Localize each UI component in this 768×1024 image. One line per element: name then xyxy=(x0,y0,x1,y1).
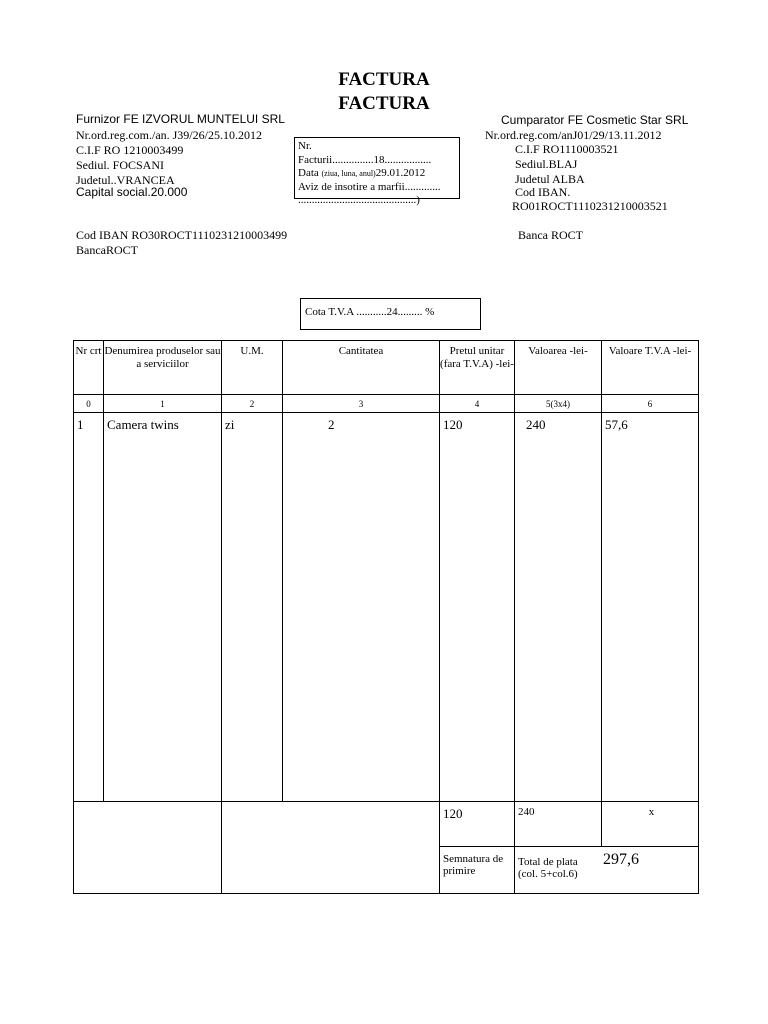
buyer-judetul: Judetul ALBA xyxy=(515,172,585,186)
col-header-valoare: Valoarea -lei- xyxy=(515,341,602,395)
total-pret: 120 xyxy=(440,802,515,847)
invoice-extra: ...........................................) xyxy=(298,194,420,206)
row-um: zi xyxy=(222,413,283,802)
column-number-row xyxy=(74,395,699,413)
supplier-name: FE IZVORUL MUNTELUI SRL xyxy=(123,112,285,126)
invoice-date-label: Data xyxy=(298,167,319,179)
invoice-date xyxy=(298,167,459,181)
col-header-pret: Pretul unitar (fara T.V.A) -lei- xyxy=(440,341,515,395)
col-number: 2 xyxy=(222,395,283,413)
buyer-label: Cumparator xyxy=(501,113,565,127)
col-number: 1 xyxy=(104,395,222,413)
supplier-label: Furnizor xyxy=(76,112,121,126)
buyer-cod-iban-label: Cod IBAN. xyxy=(515,185,571,199)
buyer-banca: Banca ROCT xyxy=(518,228,583,242)
supplier-banca: BancaROCT xyxy=(76,243,138,257)
row-cantitate xyxy=(283,413,440,802)
invoice-table xyxy=(73,340,699,894)
col-header-nr: Nr crt xyxy=(74,341,104,395)
row-pret: 120 xyxy=(440,413,515,802)
invoice-number-box xyxy=(294,137,460,206)
total-valoare: 240 xyxy=(515,802,602,847)
supplier-cif: C.I.F RO 1210003499 xyxy=(76,143,184,157)
col-number: 0 xyxy=(74,395,104,413)
buyer-cif: C.I.F RO1110003521 xyxy=(515,142,619,156)
col-header-denumire: Denumirea produselor sau a serviciilor xyxy=(104,341,222,395)
supplier-line xyxy=(76,112,285,126)
col-number: 3 xyxy=(283,395,440,413)
invoice-aviz: Aviz de insotire a marfii............. xyxy=(298,180,441,193)
col-number: 5(3x4) xyxy=(515,395,602,413)
totals-row xyxy=(74,802,699,847)
row-cantitate-value: 2 xyxy=(328,417,335,432)
row-valoare-value: 240 xyxy=(526,417,546,432)
invoice-nr-label: Nr. xyxy=(298,140,312,152)
col-header-tva: Valoare T.V.A -lei- xyxy=(602,341,699,395)
total-value: 297,6 xyxy=(603,851,639,868)
total-formula: (col. 5+col.6) xyxy=(518,868,578,880)
buyer-name: FE Cosmetic Star SRL xyxy=(567,113,689,127)
buyer-reg: Nr.ord.reg.com/anJ01/29/13.11.2012 xyxy=(485,128,662,142)
col-header-um: U.M. xyxy=(222,341,283,395)
col-number: 4 xyxy=(440,395,515,413)
vat-rate-box: Cota T.V.A ...........24......... % xyxy=(300,298,481,330)
invoice-title: FACTURA xyxy=(338,69,430,90)
supplier-reg: Nr.ord.reg.com./an. J39/26/25.10.2012 xyxy=(76,128,262,142)
invoice-date-hint: (ziua, luna, anul) xyxy=(321,169,376,178)
buyer-sediul: Sediul.BLAJ xyxy=(515,157,578,171)
buyer-iban: RO01ROCT1110231210003521 xyxy=(512,199,668,213)
invoice-subtitle: FACTURA xyxy=(338,93,430,114)
row-valoare xyxy=(515,413,602,802)
invoice-number: Facturii...............18................. xyxy=(298,153,432,166)
row-tva: 57,6 xyxy=(602,413,699,802)
col-header-cantitate: Cantitatea xyxy=(283,341,440,395)
total-label: Total de plata xyxy=(518,856,578,868)
total-tva: x xyxy=(602,802,699,847)
row-nr: 1 xyxy=(74,413,104,802)
totals-blank-mid xyxy=(222,802,440,894)
grand-total-cell xyxy=(515,847,699,894)
supplier-capital: Capital social.20.000 xyxy=(76,185,188,199)
totals-blank-left xyxy=(74,802,222,894)
signature-label: Semnatura de primire xyxy=(440,847,515,894)
supplier-judetul: Judetul..VRANCEA xyxy=(76,173,175,187)
supplier-iban: Cod IBAN RO30ROCT1110231210003499 xyxy=(76,228,288,242)
supplier-sediul: Sediul. FOCSANI xyxy=(76,158,165,172)
col-number: 6 xyxy=(602,395,699,413)
buyer-line xyxy=(501,113,688,127)
table-header-row xyxy=(74,341,699,395)
row-denumire: Camera twins xyxy=(104,413,222,802)
table-row xyxy=(74,413,699,802)
invoice-date-value: 29.01.2012 xyxy=(375,167,426,179)
